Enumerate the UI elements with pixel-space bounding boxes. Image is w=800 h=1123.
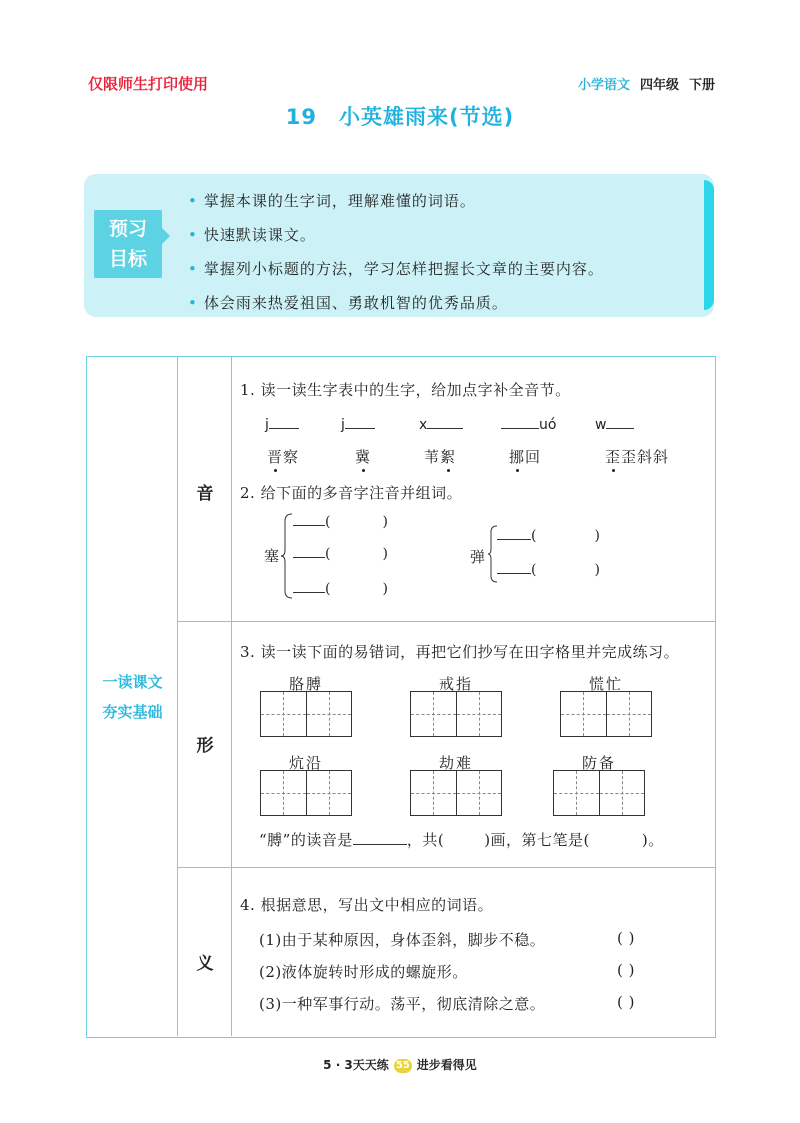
grid-word: 炕沿	[288, 754, 323, 772]
question-3: 3. 读一读下面的易错词，再把它们抄写在田字格里并完成练习。	[240, 643, 680, 661]
grade-label: 四年级	[639, 78, 679, 93]
lesson-number: 19	[285, 105, 318, 129]
grid-word: 戒指	[438, 675, 473, 693]
goal-item: • 掌握本课的生字词，理解难懂的词语。	[188, 192, 476, 210]
preview-goals-box	[84, 174, 714, 317]
answer-slot[interactable]: ( )	[293, 544, 388, 562]
grid-word: 胳膊	[288, 675, 323, 693]
goal-item: • 体会雨来热爱祖国、勇敢机智的优秀品质。	[188, 294, 508, 312]
tianzige-grid[interactable]	[260, 770, 352, 816]
answer-blank[interactable]	[353, 831, 407, 845]
shape-column	[178, 621, 232, 867]
target-word: 挪回	[509, 448, 542, 466]
pinyin-blank: j	[341, 415, 375, 433]
definition-item: (2)液体旋转时形成的螺旋形。	[259, 963, 468, 981]
answer-paren[interactable]: ( )	[617, 993, 635, 1011]
footer-slogan: 进步看得见	[416, 1058, 477, 1072]
page-number: 55	[394, 1059, 412, 1073]
polyphone-char: 弹	[470, 548, 486, 566]
polyphone-char: 塞	[264, 547, 280, 565]
grid-word: 劫难	[438, 754, 473, 772]
answer-blank[interactable]	[606, 415, 634, 429]
tianzige-grid[interactable]	[410, 691, 502, 737]
section-label: 一读课文 夯实基础	[87, 357, 178, 1036]
sound-column	[178, 357, 232, 621]
pinyin-blank: uó	[501, 415, 556, 433]
watermark: 仅限师生打印使用	[88, 75, 209, 93]
tianzige-grid[interactable]	[553, 770, 645, 816]
goals-arrow-icon	[162, 228, 170, 244]
footer-brand: 5 · 3天天练	[323, 1058, 389, 1072]
question-2: 2. 给下面的多音字注音并组词。	[240, 484, 463, 502]
target-word: 苇絮	[424, 448, 457, 466]
target-word: 歪歪斜斜	[605, 448, 670, 466]
answer-blank[interactable]	[501, 415, 539, 429]
tianzige-grid[interactable]	[260, 691, 352, 737]
goals-decor-bar	[704, 180, 714, 310]
answer-paren[interactable]: ( )	[617, 961, 635, 979]
shape-char: 形	[196, 736, 214, 756]
meaning-column	[178, 867, 232, 1036]
subject-label: 小学语文	[577, 78, 630, 93]
lesson-title	[0, 101, 800, 131]
target-word: 晋察	[267, 448, 300, 466]
fill-question: “膊”的读音是 ，共( )画，第七笔是( )。	[259, 831, 664, 849]
lesson-name: 小英雄雨来(节选)	[339, 105, 515, 129]
answer-paren[interactable]: ( )	[617, 929, 635, 947]
answer-slot[interactable]: ( )	[293, 579, 388, 597]
target-word: 冀	[355, 448, 372, 466]
row-divider	[178, 867, 715, 868]
answer-blank[interactable]	[269, 415, 299, 429]
definition-item: (3)一种军事行动。荡平，彻底清除之意。	[259, 995, 546, 1013]
tianzige-grid[interactable]	[560, 691, 652, 737]
answer-slot[interactable]: ( )	[293, 512, 388, 530]
answer-slot[interactable]: ( )	[497, 526, 600, 544]
tianzige-grid[interactable]	[410, 770, 502, 816]
goal-item: • 快速默读课文。	[188, 226, 316, 244]
row-divider	[178, 621, 715, 622]
question-4: 4. 根据意思，写出文中相应的词语。	[240, 896, 494, 914]
answer-slot[interactable]: ( )	[497, 560, 600, 578]
answer-blank[interactable]	[345, 415, 375, 429]
goals-list	[188, 184, 604, 320]
pinyin-blank: x	[419, 415, 463, 433]
grid-word: 防备	[581, 754, 616, 772]
brace-icon	[280, 513, 294, 599]
goal-item: • 掌握列小标题的方法，学习怎样把握长文章的主要内容。	[188, 260, 604, 278]
meaning-char: 义	[196, 954, 214, 974]
question-1: 1. 读一读生字表中的生字，给加点字补全音节。	[240, 381, 571, 399]
page-footer	[0, 1056, 800, 1073]
answer-blank[interactable]	[427, 415, 463, 429]
grid-word: 慌忙	[588, 675, 623, 693]
pinyin-blank: w	[595, 415, 634, 433]
definition-item: (1)由于某种原因，身体歪斜，脚步不稳。	[259, 931, 546, 949]
book-info	[578, 74, 715, 93]
pinyin-blank: j	[265, 415, 299, 433]
exercise-table	[86, 356, 716, 1038]
sound-char: 音	[196, 484, 214, 504]
goals-label: 预习 目标	[94, 210, 162, 278]
volume-label: 下册	[688, 78, 715, 93]
